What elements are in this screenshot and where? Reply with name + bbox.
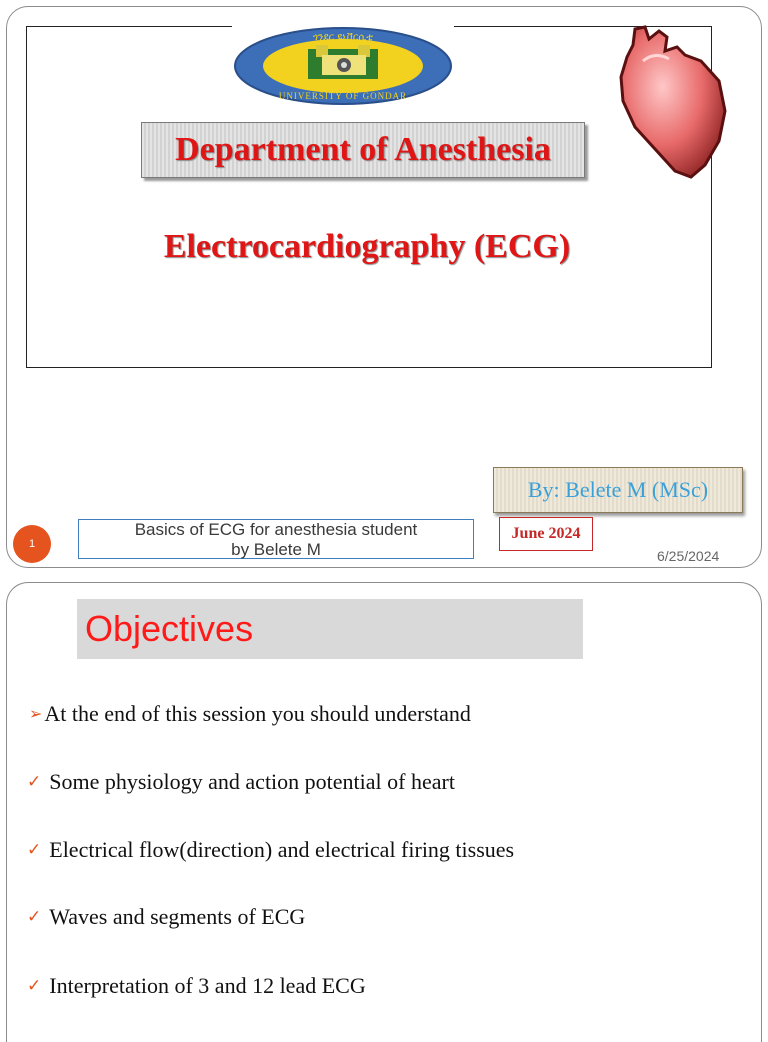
objective-item-text: Some physiology and action potential of heart <box>49 769 455 794</box>
checkmark-icon: ✓ <box>27 976 42 995</box>
objective-item <box>27 769 455 795</box>
objective-item <box>27 904 305 930</box>
objectives-slide <box>6 582 762 1042</box>
intro-bullet <box>29 701 471 727</box>
objective-item-text: Electrical flow(direction) and electrical firing tissues <box>49 837 515 862</box>
arrow-bullet-icon: ➢ <box>29 706 43 723</box>
logo-top-text: ጎንደር ዩኒቨርሲቲ <box>312 32 374 43</box>
objective-item <box>27 837 514 863</box>
presentation-title: Electrocardiography (ECG) <box>163 228 571 265</box>
department-title: Department of Anesthesia <box>175 131 551 168</box>
department-banner <box>141 122 585 178</box>
checkmark-icon: ✓ <box>27 772 42 791</box>
page-number: 1 <box>28 538 36 550</box>
footer-line-1: Basics of ECG for anesthesia student <box>134 520 418 539</box>
objective-item <box>27 973 366 999</box>
objective-item-text: Interpretation of 3 and 12 lead ECG <box>49 973 366 998</box>
date-label: June 2024 <box>511 525 581 542</box>
footer-line-2: by Belete M <box>231 540 321 559</box>
heart-image <box>615 21 731 181</box>
objectives-title: Objectives <box>85 608 254 649</box>
intro-text: At the end of this session you should understand <box>44 701 471 726</box>
checkmark-icon: ✓ <box>27 840 42 859</box>
page-number-badge <box>13 525 51 563</box>
footer-text-box <box>78 519 474 559</box>
objective-item-text: Waves and segments of ECG <box>49 904 306 929</box>
checkmark-icon: ✓ <box>27 907 42 926</box>
slide-date: 6/25/2024 <box>657 548 720 564</box>
university-logo <box>232 23 454 109</box>
title-slide <box>6 6 762 568</box>
author-box <box>493 467 743 513</box>
date-label-box <box>499 517 593 551</box>
objectives-header <box>77 599 583 659</box>
author-label: By: Belete M (MSc) <box>527 477 709 502</box>
logo-bottom-text: UNIVERSITY OF GONDAR <box>278 91 408 101</box>
